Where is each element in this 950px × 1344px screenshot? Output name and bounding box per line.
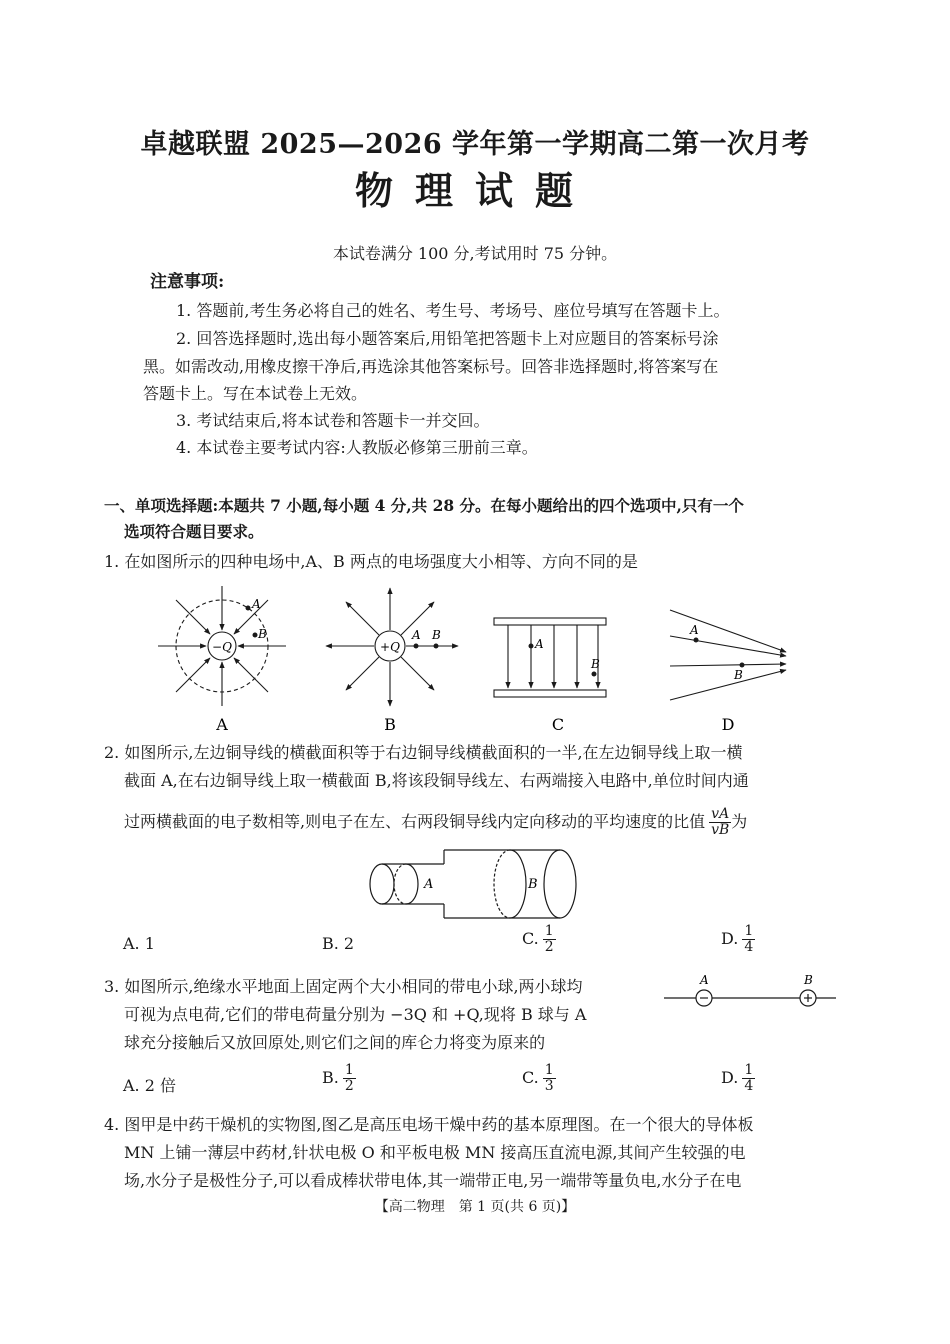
q2-option-d-num: 1	[744, 923, 754, 939]
q2-section-b-label: B	[528, 877, 538, 892]
figure-b-charge-label: +Q	[380, 640, 400, 654]
section-1-heading: 一、单项选择题:本题共 7 小题,每小题 4 分,共 28 分。在每小题给出的四个选项中,只有一个	[104, 496, 744, 515]
figure-c-point-b-label: B	[591, 657, 600, 671]
q2-ratio-numerator: vA	[709, 807, 731, 823]
page-footer: 【高二物理 第 1 页(共 6 页)】	[374, 1199, 576, 1215]
q2-option-d[interactable]	[721, 924, 755, 955]
q3-option-c-label: C.	[522, 1068, 539, 1087]
notice-heading: 注意事项:	[150, 272, 225, 292]
q2-option-c-fraction	[543, 924, 556, 955]
q3-option-d-label: D.	[721, 1068, 739, 1087]
figure-b-point-b	[434, 644, 439, 649]
figure-c-point-a-label: A	[535, 637, 544, 651]
q3-option-d-den: 4	[744, 1078, 754, 1094]
figure-d-point-b	[740, 663, 745, 668]
q2-stem-line-3-end: 为	[731, 812, 748, 831]
q3-option-d-fraction	[742, 1063, 755, 1094]
figure-b-point-a-label: A	[412, 628, 421, 642]
q3-stem-line-2: 可视为点电荷,它们的带电荷量分别为 −3Q 和 +Q,现将 B 球与 A	[124, 1005, 587, 1024]
q3-option-b-label: B.	[322, 1068, 339, 1087]
figure-c-uniform-field	[494, 618, 606, 697]
figure-a-caption: A	[216, 715, 228, 734]
figure-a-charge-label: −Q	[212, 640, 232, 654]
figure-a-point-a-label: A	[252, 597, 261, 611]
q2-wire-figure	[360, 848, 580, 924]
q2-stem-line-2: 截面 A,在右边铜导线上取一横截面 B,将该段铜导线左、右两端接入电路中,单位时间内通	[124, 771, 749, 790]
exam-intro: 本试卷满分 100 分,考试用时 75 分钟。	[332, 244, 618, 263]
notice-item-3: 3. 考试结束后,将本试卷和答题卡一并交回。	[176, 411, 490, 430]
q2-option-c-num: 1	[544, 923, 554, 939]
figure-d-point-a-label: A	[690, 623, 699, 637]
q4-stem-line-3: 场,水分子是极性分子,可以看成棒状带电体,其一端带正电,另一端带等量负电,水分子在电	[124, 1171, 742, 1190]
q3-option-d[interactable]	[721, 1063, 755, 1094]
figure-d-caption: D	[721, 715, 735, 734]
subject-title: 物理试题	[354, 168, 595, 213]
figure-b-point-a	[414, 644, 419, 649]
notice-item-2-line-1: 2. 回答选择题时,选出每小题答案后,用铅笔把答题卡上对应题目的答案标号涂	[176, 329, 719, 348]
q3-stem-line-3: 球充分接触后又放回原处,则它们之间的库仑力将变为原来的	[124, 1033, 546, 1052]
q1-figures	[140, 578, 860, 738]
q2-option-c-den: 2	[544, 939, 554, 955]
q3-option-b-fraction	[343, 1063, 356, 1094]
q2-ratio-denominator: vB	[711, 822, 730, 838]
figure-c-point-a	[529, 644, 534, 649]
q2-stem-line-1: 2. 如图所示,左边铜导线的横截面积等于右边铜导线横截面积的一半,在左边铜导线上取一横	[104, 743, 743, 762]
figure-c-point-b	[592, 672, 597, 677]
q4-stem-line-2: MN 上铺一薄层中药材,针状电极 O 和平板电极 MN 接高压直流电源,其间产生较强的电	[124, 1143, 746, 1162]
figure-b-point-b-label: B	[432, 628, 441, 642]
section-1-heading-cont: 选项符合题目要求。	[124, 522, 264, 541]
q2-option-a[interactable]: A. 1	[123, 934, 155, 953]
q2-option-c[interactable]	[522, 924, 556, 955]
q3-option-d-num: 1	[744, 1062, 754, 1078]
q2-section-a-label: A	[424, 877, 434, 892]
q3-ball-b-label: B	[804, 973, 813, 987]
q3-option-c[interactable]	[522, 1063, 556, 1094]
q2-option-b[interactable]: B. 2	[322, 934, 355, 953]
figure-b-caption: B	[384, 715, 396, 734]
q2-option-d-den: 4	[744, 939, 754, 955]
q3-option-c-fraction	[543, 1063, 556, 1094]
figure-c-caption: C	[551, 715, 565, 734]
exam-title: 卓越联盟 2025—2026 学年第一学期高二第一次月考	[140, 129, 810, 160]
figure-a-point-a	[246, 606, 251, 611]
q3-two-balls-figure	[660, 970, 840, 1012]
q3-option-b-den: 2	[344, 1078, 354, 1094]
q2-option-d-label: D.	[721, 929, 739, 948]
q3-option-c-den: 3	[544, 1078, 554, 1094]
figure-d-nonuniform-field	[670, 610, 786, 700]
q3-option-a[interactable]: A. 2 倍	[123, 1076, 176, 1095]
q3-option-c-num: 1	[544, 1062, 554, 1078]
q3-option-b-num: 1	[344, 1062, 354, 1078]
figure-a-point-b	[253, 633, 258, 638]
figure-d-point-a	[694, 638, 699, 643]
q2-option-c-label: C.	[522, 929, 539, 948]
q3-option-b[interactable]	[322, 1063, 356, 1094]
q2-option-d-fraction	[742, 924, 755, 955]
q3-stem-line-1: 3. 如图所示,绝缘水平地面上固定两个大小相同的带电小球,两小球均	[104, 977, 583, 996]
figure-a-point-b-label: B	[258, 627, 267, 641]
notice-item-1: 1. 答题前,考生务必将自己的姓名、考生号、考场号、座位号填写在答题卡上。	[176, 301, 730, 320]
notice-item-2-line-3: 答题卡上。写在本试卷上无效。	[143, 384, 368, 403]
notice-item-4: 4. 本试卷主要考试内容:人教版必修第三册前三章。	[176, 438, 538, 457]
q2-stem-line-3-text: 过两横截面的电子数相等,则电子在左、右两段铜导线内定向移动的平均速度的比值	[124, 812, 706, 831]
q2-stem-line-3	[124, 807, 747, 838]
q1-stem: 1. 在如图所示的四种电场中,A、B 两点的电场强度大小相等、方向不同的是	[104, 552, 638, 571]
figure-d-point-b-label: B	[734, 668, 743, 682]
q3-ball-a-label: A	[700, 973, 709, 987]
notice-item-2-line-2: 黑。如需改动,用橡皮擦干净后,再选涂其他答案标号。回答非选择题时,将答案写在	[143, 357, 719, 376]
q2-velocity-ratio	[709, 807, 731, 838]
q4-stem-line-1: 4. 图甲是中药干燥机的实物图,图乙是高压电场干燥中药的基本原理图。在一个很大的导体板	[104, 1115, 754, 1134]
